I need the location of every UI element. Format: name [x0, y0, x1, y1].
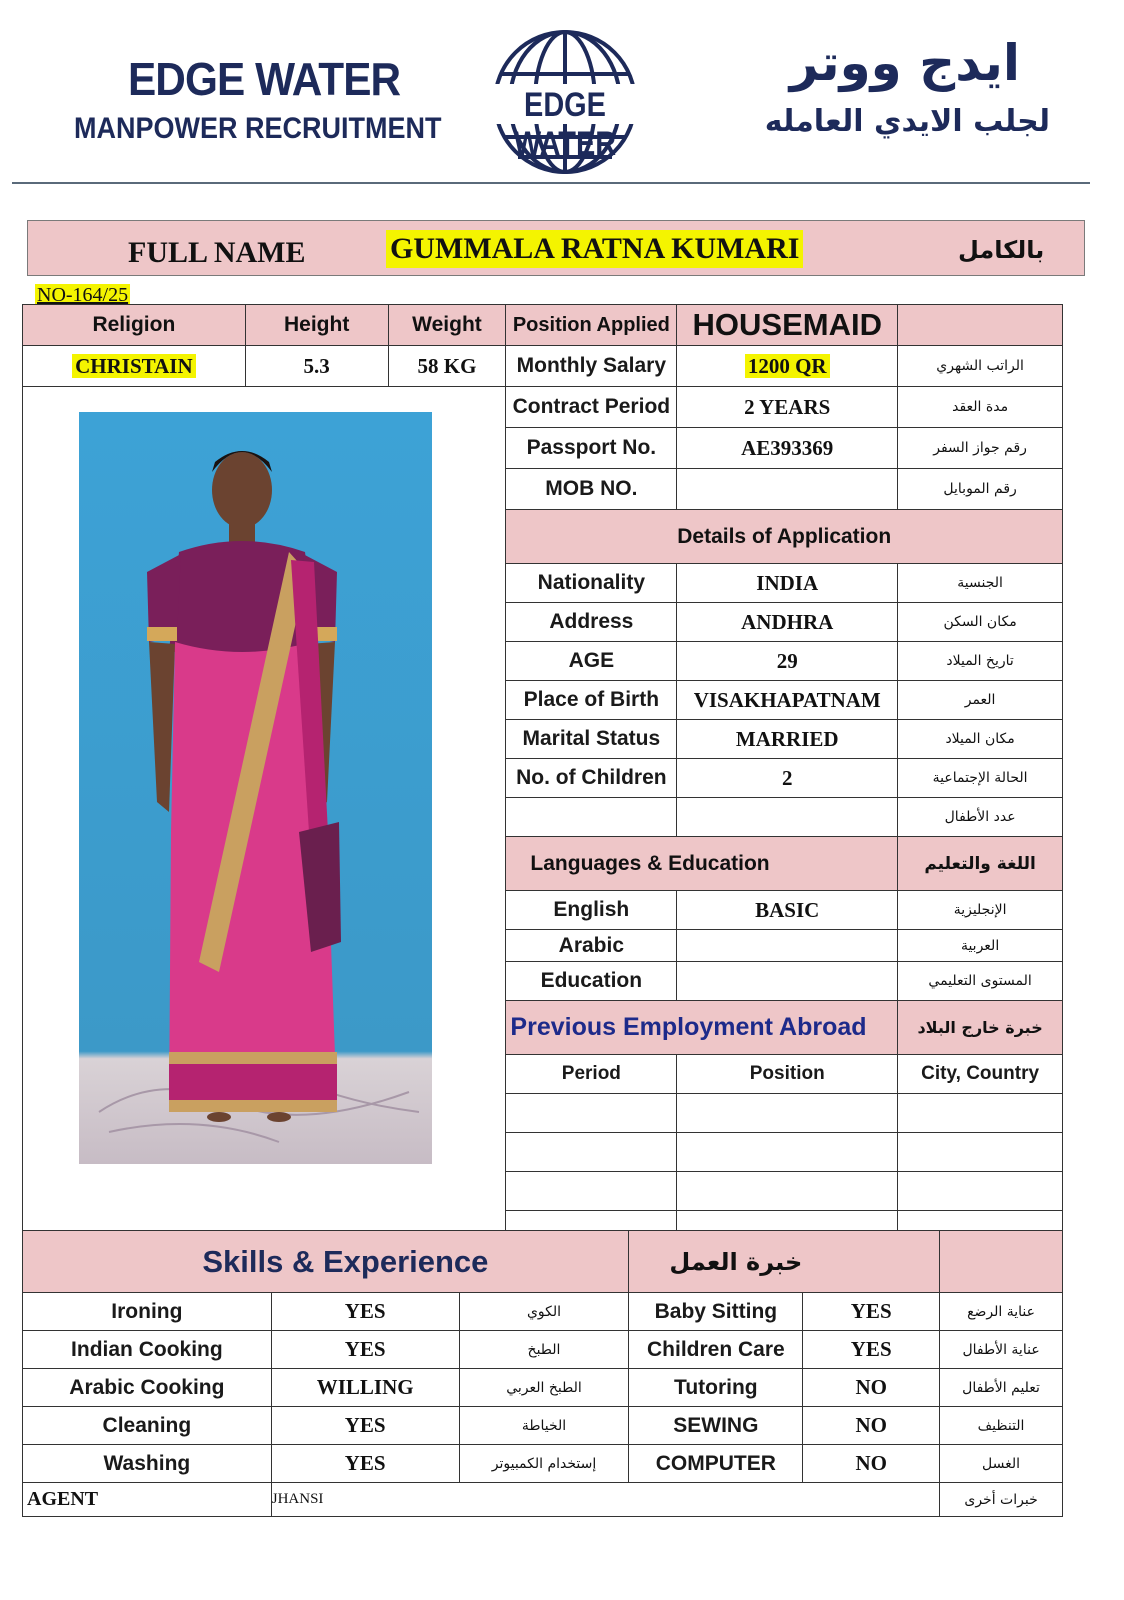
skill-indian-cooking-ar: الطبخ: [459, 1331, 629, 1369]
employment-position-header: Position: [677, 1055, 898, 1094]
skill-ironing-value: YES: [271, 1293, 459, 1331]
place-of-birth-label-ar: العمر: [898, 681, 1063, 720]
arabic-label: Arabic: [506, 930, 677, 962]
skill-children-care-value: YES: [803, 1331, 940, 1369]
place-of-birth-value: VISAKHAPATNAM: [677, 681, 898, 720]
skills-header-blank: [940, 1231, 1063, 1293]
company-name-en: EDGE WATER: [128, 53, 401, 105]
company-name-ar: ايدج ووتر: [789, 34, 1020, 92]
skill-arabic-cooking-label: Arabic Cooking: [23, 1369, 272, 1407]
employment-cell: [898, 1172, 1063, 1211]
reference-number: NO-164/25: [37, 284, 129, 306]
agent-value: JHANSI: [271, 1483, 939, 1517]
employment-period-header: Period: [506, 1055, 677, 1094]
marital-status-value: MARRIED: [677, 720, 898, 759]
skill-indian-cooking-value: YES: [271, 1331, 459, 1369]
employment-cell: [506, 1211, 677, 1231]
employment-city-header: City, Country: [898, 1055, 1063, 1094]
contract-period-value: 2 YEARS: [677, 387, 898, 428]
religion-header: Religion: [23, 305, 246, 346]
blank-detail-value: [677, 798, 898, 837]
height-header: Height: [245, 305, 388, 346]
skill-cleaning-ar: الخياطة: [459, 1407, 629, 1445]
monthly-salary-label: Monthly Salary: [506, 346, 677, 387]
height-value: 5.3: [245, 346, 388, 387]
skills-header-ar: خبرة العمل: [629, 1231, 940, 1293]
position-applied-blank: [898, 305, 1063, 346]
children-label-ar: الحالة الإجتماعية: [898, 759, 1063, 798]
skill-children-care-ar: عناية الأطفال: [940, 1331, 1063, 1369]
position-applied-header: Position Applied: [506, 305, 677, 346]
agent-label: AGENT: [23, 1483, 272, 1517]
skill-baby-sitting-label: Baby Sitting: [629, 1293, 803, 1331]
nationality-label: Nationality: [506, 564, 677, 603]
skill-baby-sitting-value: YES: [803, 1293, 940, 1331]
employment-cell: [898, 1094, 1063, 1133]
languages-education-header-ar: اللغة والتعليم: [898, 837, 1063, 891]
skill-baby-sitting-ar: عناية الرضع: [940, 1293, 1063, 1331]
mobile-label: MOB NO.: [506, 469, 677, 510]
employment-cell: [898, 1211, 1063, 1231]
globe-logo-icon: [470, 22, 660, 182]
skill-computer-ar: الغسل: [940, 1445, 1063, 1483]
mobile-value: [677, 469, 898, 510]
skills-table: [22, 1230, 1063, 1517]
education-label-ar: المستوى التعليمي: [898, 962, 1063, 1001]
monthly-salary-value: 1200 QR: [677, 346, 898, 387]
skill-indian-cooking-label: Indian Cooking: [23, 1331, 272, 1369]
skill-sewing-value: NO: [803, 1407, 940, 1445]
passport-label: Passport No.: [506, 428, 677, 469]
weight-header: Weight: [388, 305, 506, 346]
skill-sewing-ar: التنظيف: [940, 1407, 1063, 1445]
age-label-ar: تاريخ الميلاد: [898, 642, 1063, 681]
place-of-birth-label: Place of Birth: [506, 681, 677, 720]
marital-status-label: Marital Status: [506, 720, 677, 759]
skill-washing-value: YES: [271, 1445, 459, 1483]
skill-washing-ar: إستخدام الكمبيوتر: [459, 1445, 629, 1483]
skill-ironing-label: Ironing: [23, 1293, 272, 1331]
candidate-photo: [79, 412, 432, 1164]
arabic-value: [677, 930, 898, 962]
passport-label-ar: رقم جواز السفر: [898, 428, 1063, 469]
address-label-ar: مكان السكن: [898, 603, 1063, 642]
header-divider: [12, 182, 1090, 184]
marital-status-label-ar: مكان الميلاد: [898, 720, 1063, 759]
position-applied-value: HOUSEMAID: [677, 305, 898, 346]
employment-cell: [677, 1133, 898, 1172]
skill-sewing-label: SEWING: [629, 1407, 803, 1445]
logo-text: EDGE WATER: [513, 86, 617, 163]
skill-computer-value: NO: [803, 1445, 940, 1483]
contract-period-label: Contract Period: [506, 387, 677, 428]
employment-cell: [677, 1172, 898, 1211]
details-of-application-header: Details of Application: [506, 510, 1063, 564]
education-label: Education: [506, 962, 677, 1001]
children-value: 2: [677, 759, 898, 798]
education-value: [677, 962, 898, 1001]
address-label: Address: [506, 603, 677, 642]
english-label-ar: الإنجليزية: [898, 891, 1063, 930]
skill-tutoring-value: NO: [803, 1369, 940, 1407]
skill-tutoring-ar: تعليم الأطفال: [940, 1369, 1063, 1407]
arabic-label-ar: العربية: [898, 930, 1063, 962]
english-value: BASIC: [677, 891, 898, 930]
employment-cell: [506, 1094, 677, 1133]
previous-employment-header-ar: خبرة خارج البلاد: [898, 1001, 1063, 1055]
skill-children-care-label: Children Care: [629, 1331, 803, 1369]
skill-washing-label: Washing: [23, 1445, 272, 1483]
employment-cell: [898, 1133, 1063, 1172]
skill-computer-label: COMPUTER: [629, 1445, 803, 1483]
monthly-salary-label-ar: الراتب الشهري: [898, 346, 1063, 387]
age-value: 29: [677, 642, 898, 681]
employment-cell: [506, 1133, 677, 1172]
skill-ironing-ar: الكوي: [459, 1293, 629, 1331]
skills-header: Skills & Experience: [23, 1231, 629, 1293]
english-label: English: [506, 891, 677, 930]
employment-cell: [677, 1094, 898, 1133]
address-value: ANDHRA: [677, 603, 898, 642]
other-experience-ar: خبرات أخرى: [940, 1483, 1063, 1517]
religion-value: CHRISTAIN: [23, 346, 246, 387]
employment-cell: [677, 1211, 898, 1231]
full-name-label: FULL NAME: [128, 236, 306, 269]
skill-cleaning-label: Cleaning: [23, 1407, 272, 1445]
weight-value: 58 KG: [388, 346, 506, 387]
full-name-value: GUMMALA RATNA KUMARI: [386, 230, 803, 268]
mobile-label-ar: رقم الموبايل: [898, 469, 1063, 510]
blank-detail-label: [506, 798, 677, 837]
blank-detail-label-ar: عدد الأطفال: [898, 798, 1063, 837]
employment-cell: [506, 1172, 677, 1211]
skill-cleaning-value: YES: [271, 1407, 459, 1445]
nationality-value: INDIA: [677, 564, 898, 603]
age-label: AGE: [506, 642, 677, 681]
full-name-label-ar: بالكامل: [958, 236, 1045, 264]
skill-arabic-cooking-ar: الطبخ العربي: [459, 1369, 629, 1407]
nationality-label-ar: الجنسية: [898, 564, 1063, 603]
skill-tutoring-label: Tutoring: [629, 1369, 803, 1407]
children-label: No. of Children: [506, 759, 677, 798]
previous-employment-header: Previous Employment Abroad: [506, 1001, 898, 1055]
skill-arabic-cooking-value: WILLING: [271, 1369, 459, 1407]
passport-value: AE393369: [677, 428, 898, 469]
company-subtitle-en: MANPOWER RECRUITMENT: [74, 112, 442, 145]
contract-period-label-ar: مدة العقد: [898, 387, 1063, 428]
languages-education-header: Languages & Education: [506, 837, 898, 891]
company-subtitle-ar: لجلب الايدي العامله: [764, 104, 1050, 139]
